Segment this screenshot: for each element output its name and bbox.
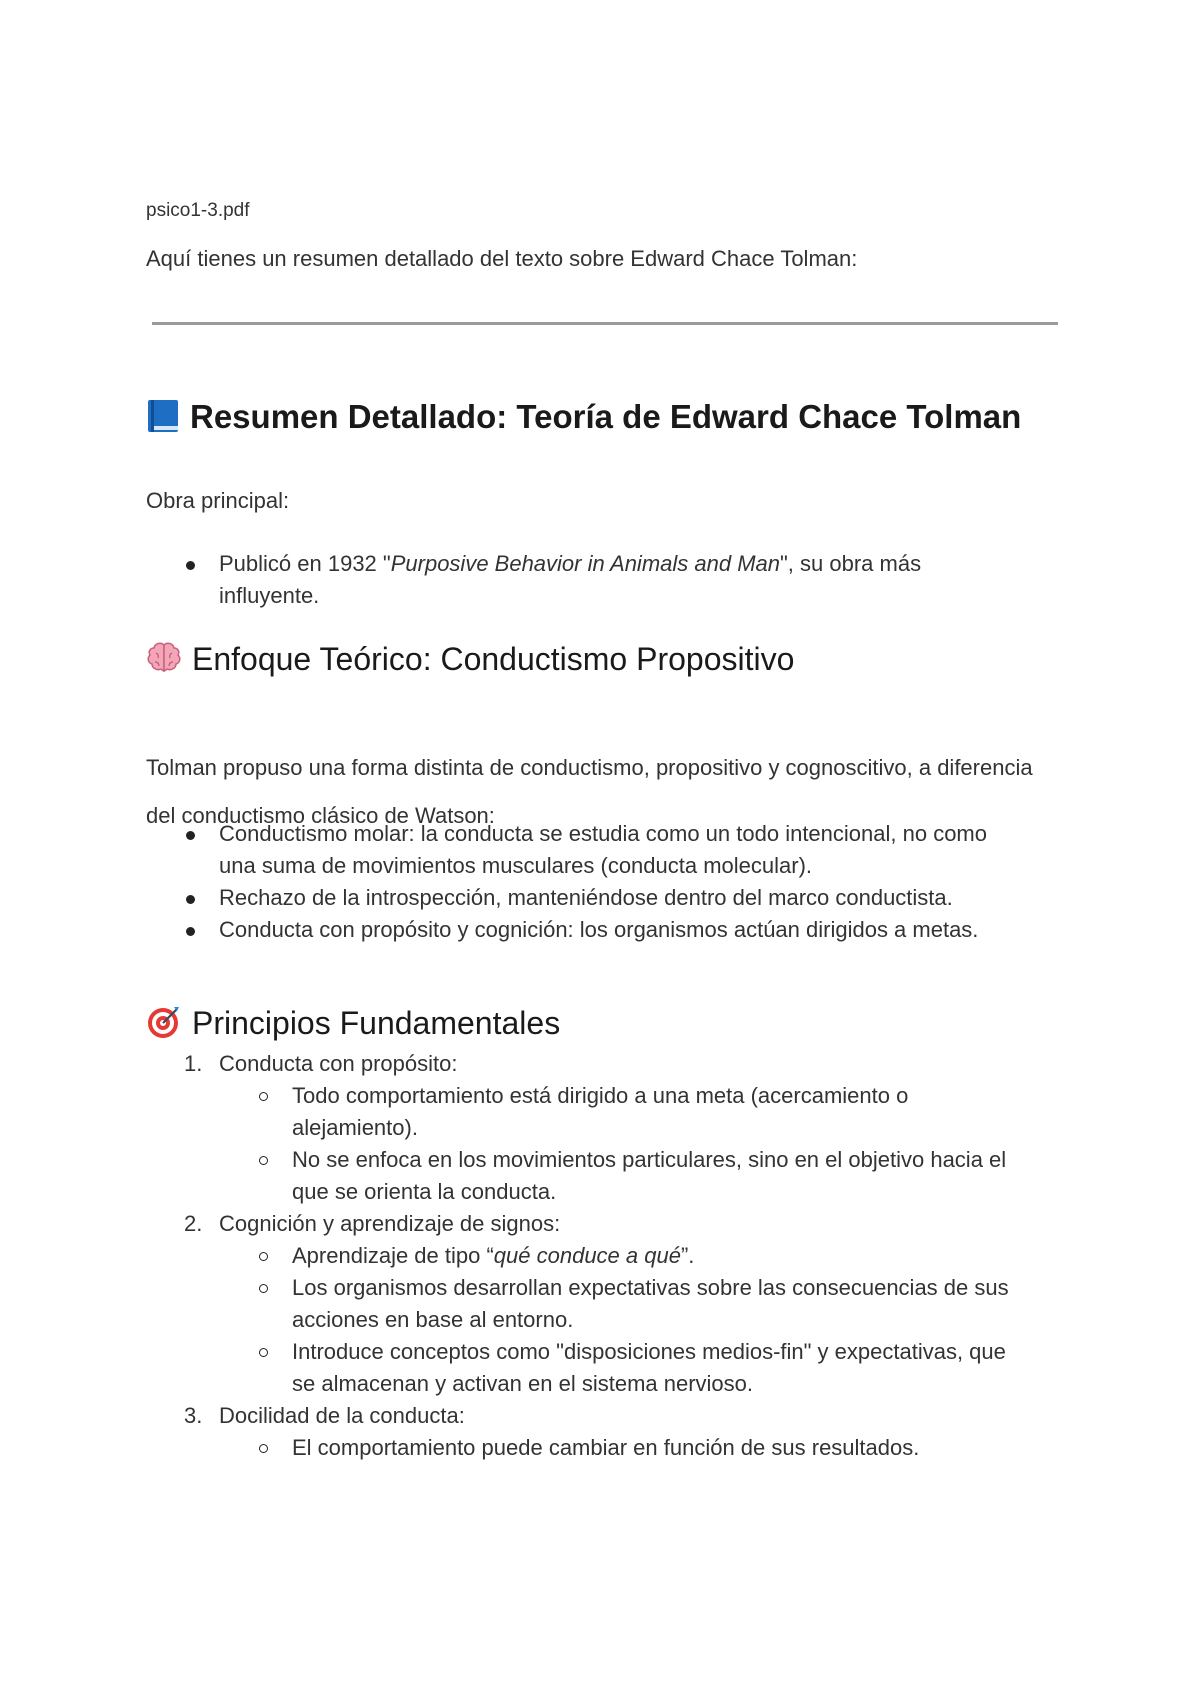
list-item: Publicó en 1932 "Purposive Behavior in Animals and Man", su obra más influyente.: [146, 548, 1026, 612]
brain-icon: [146, 640, 182, 676]
main-title-text: Resumen Detallado: Teoría de Edward Chace Tolman: [190, 398, 1022, 435]
intro-text: Aquí tienes un resumen detallado del texto sobre Edward Chace Tolman:: [146, 246, 858, 271]
principios-list: [146, 1048, 1026, 1464]
sub-list-item: Aprendizaje de tipo “qué conduce a qué”.: [146, 1240, 1026, 1272]
section-heading-enfoque: [146, 640, 794, 678]
horizontal-rule: [152, 322, 1058, 325]
section-heading-enfoque-text: Enfoque Teórico: Conductismo Propositivo: [192, 641, 795, 677]
numbered-item: 2. Cognición y aprendizaje de signos: Aprendizaje de tipo “qué conduce a qué”. Los organismos desarrollan expectativas sobre las consecuencias de sus acciones en base al entorno. Introduce conceptos como "disposiciones medios-fin" y expectativas, que se almacenan y activan en el sistema nervioso.: [146, 1208, 1026, 1400]
file-name: psico1-3.pdf: [146, 200, 250, 221]
sub-list-item: Los organismos desarrollan expectativas sobre las consecuencias de sus acciones en base al entorno.: [146, 1272, 1026, 1336]
obra-list: [146, 548, 1026, 612]
sub-list-item: Todo comportamiento está dirigido a una meta (acercamiento o alejamiento).: [146, 1080, 1026, 1144]
target-icon: [146, 1004, 182, 1040]
enfoque-list: [146, 818, 1026, 946]
main-title: [146, 384, 1026, 450]
sub-list-item: El comportamiento puede cambiar en función de sus resultados.: [146, 1432, 1026, 1464]
section-heading-principios: [146, 1004, 560, 1042]
list-item: Conductismo molar: la conducta se estudia como un todo intencional, no como una suma de movimientos musculares (conducta molecular).: [146, 818, 1026, 882]
list-item: Rechazo de la introspección, manteniéndose dentro del marco conductista.: [146, 882, 1026, 914]
section-heading-principios-text: Principios Fundamentales: [192, 1005, 561, 1041]
blue-book-icon: [146, 398, 180, 434]
numbered-item: 1. Conducta con propósito: Todo comportamiento está dirigido a una meta (acercamiento o alejamiento). No se enfoca en los movimientos particulares, sino en el objetivo hacia el que se orienta la conducta.: [146, 1048, 1026, 1208]
sub-list-item: Introduce conceptos como "disposiciones medios-fin" y expectativas, que se almacenan y activan en el sistema nervioso.: [146, 1336, 1026, 1400]
obra-label: Obra principal:: [146, 488, 290, 513]
sub-list-item: No se enfoca en los movimientos particulares, sino en el objetivo hacia el que se orienta la conducta.: [146, 1144, 1026, 1208]
work-title: Purposive Behavior in Animals and Man: [390, 551, 780, 576]
list-item: Conducta con propósito y cognición: los organismos actúan dirigidos a metas.: [146, 914, 1026, 946]
enfoque-paragraph: Tolman propuso una forma distinta de conductismo, propositivo y cognoscitivo, a diferencia del conductismo clásico de Watson:: [146, 755, 1033, 828]
numbered-item: 3. Docilidad de la conducta: El comportamiento puede cambiar en función de sus resultados.: [146, 1400, 1026, 1464]
